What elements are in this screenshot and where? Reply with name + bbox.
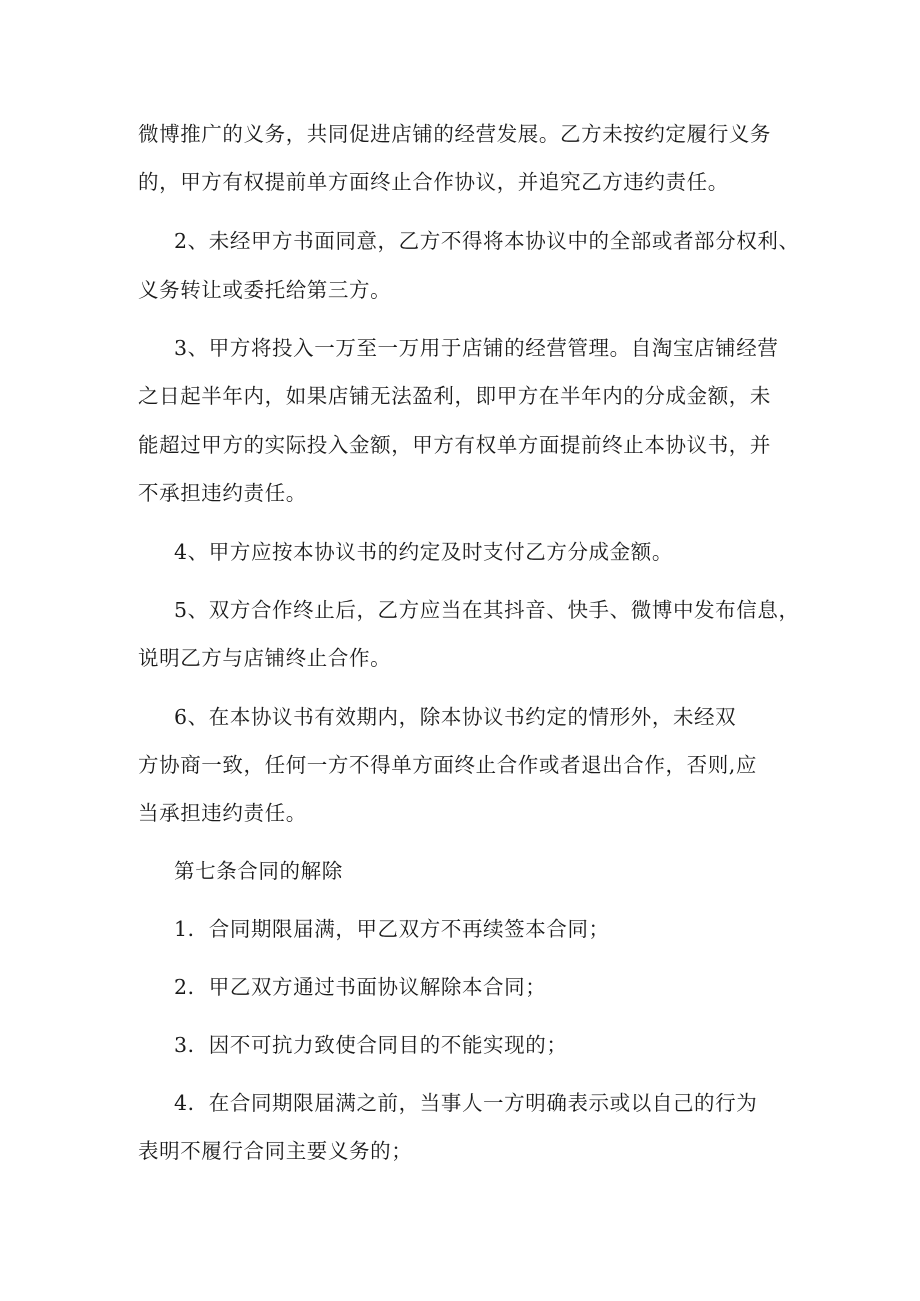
section-heading: 第七条合同的解除 — [174, 859, 343, 883]
paragraph-line: 的，甲方有权提前单方面终止合作协议，并追究乙方违约责任。 — [138, 170, 729, 194]
termination-item-1: 1．合同期限届满，甲乙双方不再续签本合同； — [174, 917, 610, 941]
clause-6-line: 6、在本协议书有效期内，除本协议书约定的情形外，未经双 — [174, 705, 737, 729]
clause-2-line: 义务转让或委托给第三方。 — [138, 278, 392, 302]
clause-6-line: 当承担违约责任。 — [138, 801, 307, 825]
termination-item-3: 3．因不可抗力致使合同目的不能实现的； — [174, 1033, 568, 1057]
paragraph-line: 微博推广的义务，共同促进店铺的经营发展。乙方未按约定履行义务 — [138, 122, 771, 146]
clause-3-line: 之日起半年内，如果店铺无法盈利，即甲方在半年内的分成金额，未 — [138, 384, 771, 408]
clause-3-line: 能超过甲方的实际投入金额，甲方有权单方面提前终止本协议书，并 — [138, 433, 771, 457]
clause-5-line: 5、双方合作终止后，乙方应当在其抖音、快手、微博中发布信息， — [174, 598, 800, 622]
clause-5-line: 说明乙方与店铺终止合作。 — [138, 646, 392, 670]
clause-3-line: 不承担违约责任。 — [138, 481, 307, 505]
termination-item-4: 表明不履行合同主要义务的； — [138, 1139, 413, 1163]
termination-item-4: 4．在合同期限届满之前，当事人一方明确表示或以自己的行为 — [174, 1091, 758, 1115]
clause-2-line: 2、未经甲方书面同意，乙方不得将本协议中的全部或者部分权利、 — [174, 229, 800, 253]
clause-6-line: 方协商一致，任何一方不得单方面终止合作或者退出合作，否则,应 — [138, 753, 758, 777]
clause-4-line: 4、甲方应按本协议书的约定及时支付乙方分成金额。 — [174, 540, 673, 564]
termination-item-2: 2．甲乙双方通过书面协议解除本合同； — [174, 975, 547, 999]
clause-3-line: 3、甲方将投入一万至一万用于店铺的经营管理。自淘宝店铺经营 — [174, 336, 779, 360]
